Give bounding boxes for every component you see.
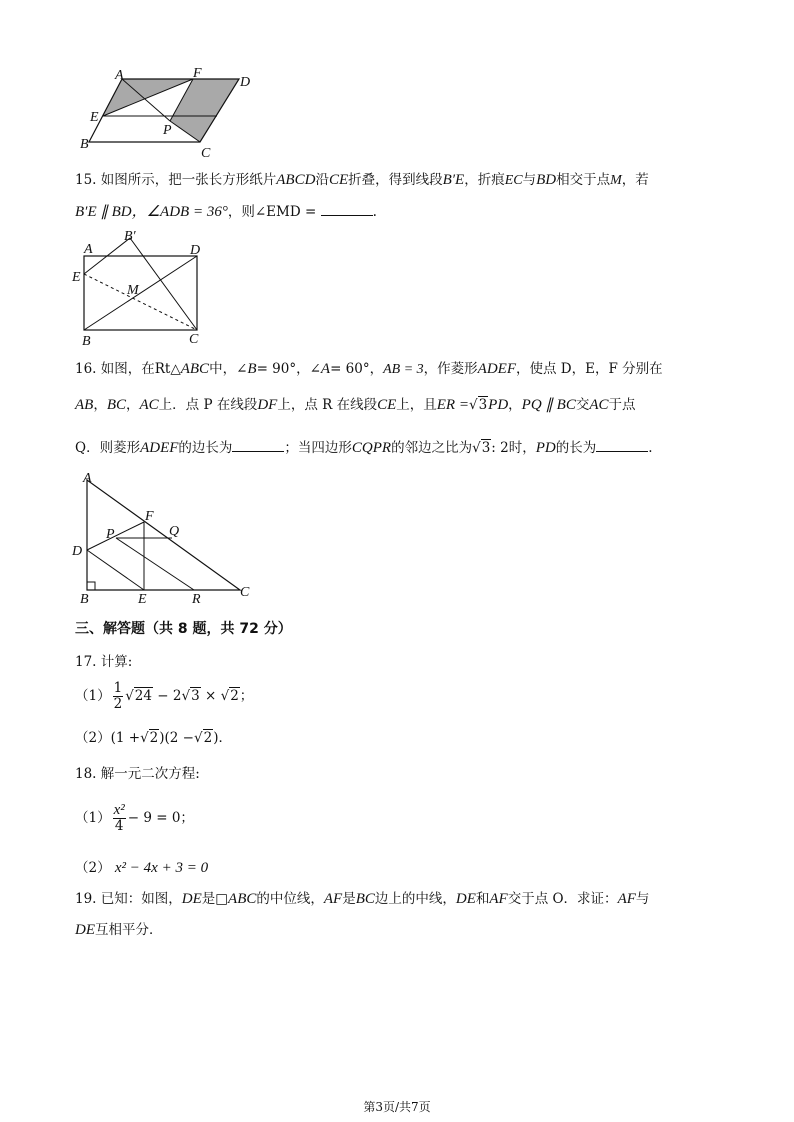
q17-part2: （2）(1 +√2)(2 −√2)． — [75, 730, 232, 746]
label-a: A — [83, 471, 92, 486]
label-d: D — [72, 544, 83, 559]
label-p: P — [163, 123, 172, 138]
label-c: C — [189, 332, 199, 347]
q17-part1: （1） $\frac{1}{2}$ √24 − 2√3 × √2； — [75, 680, 254, 712]
label-q: Q — [169, 524, 180, 539]
page-footer: 第3页/共7页 — [363, 1100, 431, 1114]
label-c: C — [201, 146, 211, 161]
q16-line2: AB，BC，AC上．点 P 在线段DF上，点 R 在线段CE上，且ER =√3PD，PQ ∥ BC交AC于点 — [75, 397, 636, 413]
label-e: E — [72, 270, 81, 285]
label-p: P — [106, 527, 115, 542]
label-d: D — [190, 243, 201, 258]
line-ec — [84, 274, 197, 330]
figure-14-parallelogram — [80, 66, 260, 161]
label-b: B — [82, 334, 91, 349]
label-e: E — [138, 592, 147, 607]
figure-16-triangle-rhombus — [72, 472, 262, 607]
line-pr — [116, 538, 194, 590]
line-bprime-c — [130, 238, 197, 330]
label-d: D — [240, 75, 251, 90]
label-r: R — [192, 592, 201, 607]
label-f: F — [145, 509, 154, 524]
label-f: F — [193, 66, 202, 81]
label-b: B — [80, 137, 89, 152]
q15-line1: 15. 如图所示，把一张长方形纸片ABCD沿CE折叠，得到线段B′E，折痕EC与BD相交于点M，若 — [75, 172, 649, 188]
label-a: A — [84, 242, 93, 257]
q18-part1: （1） $\frac{\text{x²}}{4}$ − 9 = 0； — [75, 802, 194, 834]
q18-title: 18. 解一元二次方程: — [75, 766, 200, 782]
section-3-heading: 三、解答题（共 8 题，共 72 分） — [75, 621, 292, 637]
q15-line2: B′E ∥ BD，∠ADB = 36°，则∠EMD = . — [75, 204, 377, 220]
figure-15-rectangle-fold — [72, 228, 212, 348]
answer-blank-q16-pd[interactable] — [596, 439, 648, 452]
right-angle-marker — [87, 582, 95, 590]
q18-fraction: $\frac{\text{x²}}{4}$ — [113, 802, 125, 834]
answer-blank-q16-side[interactable] — [232, 439, 284, 452]
label-m: M — [127, 283, 139, 298]
line-de — [87, 550, 144, 590]
line-bd — [84, 256, 197, 330]
shaded-triangle-right — [170, 79, 239, 142]
q19-line1: 19. 已知：如图，DE是□ABC的中位线，AF是BC边上的中线，DE和AF交于点 O．求证：AF与 — [75, 891, 650, 907]
label-c: C — [240, 585, 250, 600]
line-df — [87, 522, 144, 550]
label-a: A — [115, 68, 124, 83]
q18-part2: （2） x² − 4x + 3 = 0 — [75, 860, 209, 876]
q17-fraction: $\frac{1}{2}$ — [113, 680, 123, 712]
q19-line2: DE互相平分． — [75, 922, 163, 938]
answer-blank-q15[interactable] — [321, 203, 373, 216]
label-b: B — [80, 592, 89, 607]
label-bprime: B′ — [124, 229, 136, 244]
q17-title: 17. 计算: — [75, 654, 133, 670]
q16-line3: Q．则菱形ADEF的边长为 ；当四边形CQPR的邻边之比为√3: 2时，PD的长为 . — [75, 440, 653, 456]
label-e: E — [90, 110, 99, 125]
q16-line1: 16. 如图，在Rt△ABC中，∠B= 90°，∠A= 60°，AB = 3，作菱形ADEF，使点 D，E，F 分别在 — [75, 361, 663, 377]
